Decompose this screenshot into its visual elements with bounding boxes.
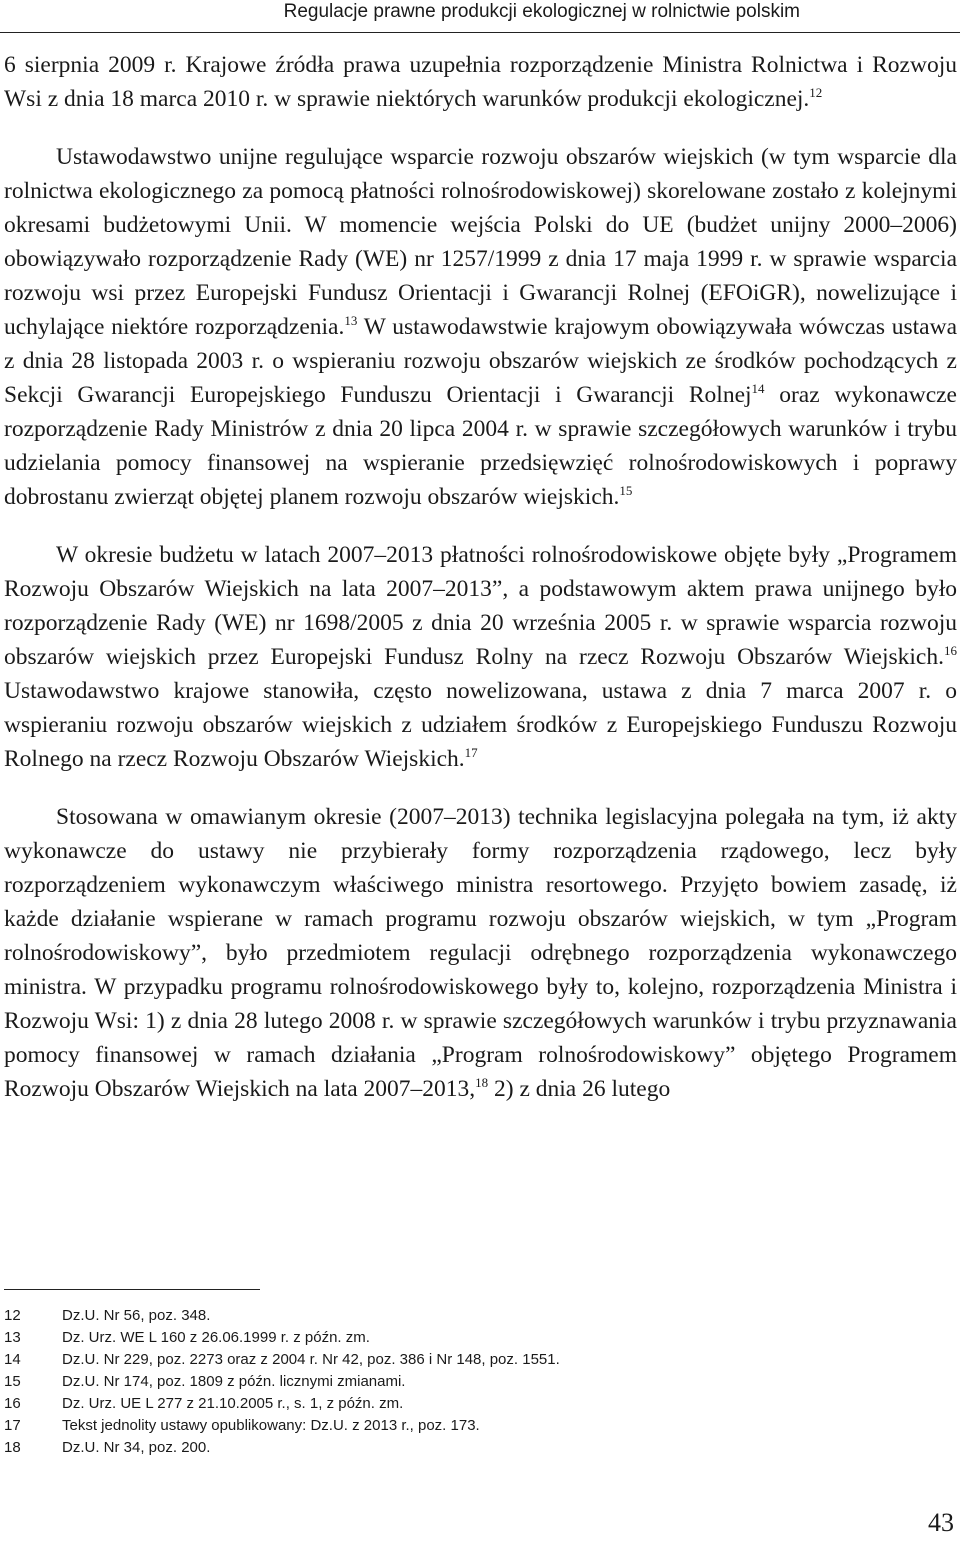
footnote-text: Dz. Urz. UE L 277 z 21.10.2005 r., s. 1, z późn. zm. bbox=[62, 1395, 404, 1412]
footnote-number: 17 bbox=[4, 1417, 21, 1434]
footnote-number: 15 bbox=[4, 1373, 21, 1390]
paragraph-text: Ustawodawstwo krajowe stanowiła, często nowelizowana, ustawa z dnia 7 marca 2007 r. o wspieraniu rozwoju obszarów wiejskich z udziałem środków z Europejskiego Funduszu Rozwoju Rolnego na rzecz Rozwoju Obszarów Wiejskich. bbox=[4, 678, 957, 772]
footnote bbox=[4, 1371, 904, 1393]
footnote-text: Dz.U. Nr 229, poz. 2273 oraz z 2004 r. Nr 42, poz. 386 i Nr 148, poz. 1551. bbox=[62, 1351, 560, 1368]
footnote bbox=[4, 1393, 904, 1415]
footnote-ref[interactable]: 17 bbox=[464, 745, 478, 760]
paragraph-text: W okresie budżetu w latach 2007–2013 płatności rolnośrodowiskowe objęte były „Programem Rozwoju Obszarów Wiejskich na lata 2007–2013”, a podstawowym aktem prawa unijnego było rozporządzenie Rady (WE) nr 1698/2005 z dnia 20 września 2005 r. w sprawie wsparcia rozwoju obszarów wiejskich przez Europejski Fundusz Rolny na rzecz Rozwoju Obszarów Wiejskich. bbox=[4, 542, 957, 670]
footnote bbox=[4, 1305, 904, 1327]
running-header: Regulacje prawne produkcji ekologicznej w rolnictwie polskim bbox=[283, 1, 800, 22]
footnote-text: Dz. Urz. WE L 160 z 26.06.1999 r. z późn. zm. bbox=[62, 1329, 370, 1346]
paragraph bbox=[4, 48, 957, 116]
footnote-ref[interactable]: 13 bbox=[344, 313, 358, 328]
footnote-ref[interactable]: 15 bbox=[619, 483, 633, 498]
paragraph bbox=[4, 140, 957, 514]
footnote-number: 12 bbox=[4, 1307, 21, 1324]
footnote bbox=[4, 1437, 904, 1459]
footnote-number: 18 bbox=[4, 1439, 21, 1456]
footnote bbox=[4, 1349, 904, 1371]
footnote-number: 16 bbox=[4, 1395, 21, 1412]
paragraph-text: 2) z dnia 26 lutego bbox=[488, 1076, 671, 1102]
paragraph-text: oraz wykonawcze rozporządzenie Rady Ministrów z dnia 20 lipca 2004 r. w sprawie szczegółowych warunków i trybu udzielania pomocy finansowej na wspieranie przedsięwzięć rolnośrodowiskowych i poprawy dobrostanu zwierząt objętej planem rozwoju obszarów wiejskich. bbox=[4, 382, 957, 510]
footnote-text: Tekst jednolity ustawy opublikowany: Dz.U. z 2013 r., poz. 173. bbox=[62, 1417, 480, 1434]
paragraph-text: 6 sierpnia 2009 r. Krajowe źródła prawa uzupełnia rozporządzenie Ministra Rolnictwa i Rozwoju Wsi z dnia 18 marca 2010 r. w sprawie niektórych warunków produkcji ekologicznej. bbox=[4, 52, 957, 112]
page-number: 43 bbox=[928, 1508, 954, 1537]
paragraph-text: Stosowana w omawianym okresie (2007–2013) technika legislacyjna polegała na tym, iż akty wykonawcze do ustawy nie przybierały formy rozporządzenia rządowego, lecz były rozporządzeniem wykonawczym właściwego ministra resortowego. Przyjęto bowiem zasadę, iż każde działanie wspierane w ramach programu rozwoju obszarów wiejskich, w tym „Program rolnośrodowiskowy”, było przedmiotem regulacji odrębnego rozporządzenia wykonawczego ministra. W przypadku programu rolnośrodowiskowego były to, kolejno, rozporządzenia Ministra i Rozwoju Wsi: 1) z dnia 28 lutego 2008 r. w sprawie szczegółowych warunków i trybu przyznawania pomocy finansowej w ramach działania „Program rolnośrodowiskowy” objętego Programem Rozwoju Obszarów Wiejskich na lata 2007–2013, bbox=[4, 804, 957, 1102]
footnote-text: Dz.U. Nr 174, poz. 1809 z późn. licznymi zmianami. bbox=[62, 1373, 406, 1390]
paragraph-text: W ustawodawstwie krajowym obowiązywała wówczas ustawa z dnia 28 listopada 2003 r. o wspieraniu rozwoju obszarów wiejskich ze środków pochodzących z Sekcji Gwarancji Europejskiego Funduszu Orientacji i Gwarancji Rolnej bbox=[4, 314, 957, 408]
footnote-ref[interactable]: 14 bbox=[751, 381, 765, 396]
header-rule bbox=[0, 32, 960, 33]
paragraph-text: Ustawodawstwo unijne regulujące wsparcie rozwoju obszarów wiejskich (w tym wsparcie dla rolnictwa ekologicznego za pomocą płatności rolnośrodowiskowej) skorelowane zostało z kolejnymi okresami budżetowymi Unii. W momencie wejścia Polski do UE (budżet unijny 2000–2006) obowiązywało rozporządzenie Rady (WE) nr 1257/1999 z dnia 17 maja 1999 r. w sprawie wsparcia rozwoju wsi przez Europejski Fundusz Orientacji i Gwarancji Rolnej (EFOiGR), nowelizujące i uchylające niektóre rozporządzenia. bbox=[4, 144, 957, 340]
footnote-rule bbox=[4, 1289, 260, 1290]
footnote bbox=[4, 1327, 904, 1349]
paragraph bbox=[4, 800, 957, 1106]
footnotes bbox=[4, 1305, 904, 1459]
footnote-number: 13 bbox=[4, 1329, 21, 1346]
main-text bbox=[4, 48, 957, 1106]
footnote-ref[interactable]: 16 bbox=[944, 643, 957, 658]
footnote-text: Dz.U. Nr 56, poz. 348. bbox=[62, 1307, 211, 1324]
footnote-number: 14 bbox=[4, 1351, 21, 1368]
paragraph bbox=[4, 538, 957, 776]
footnote bbox=[4, 1415, 904, 1437]
footnote-ref[interactable]: 18 bbox=[475, 1075, 489, 1090]
footnote-text: Dz.U. Nr 34, poz. 200. bbox=[62, 1439, 211, 1456]
footnote-ref[interactable]: 12 bbox=[809, 85, 823, 100]
